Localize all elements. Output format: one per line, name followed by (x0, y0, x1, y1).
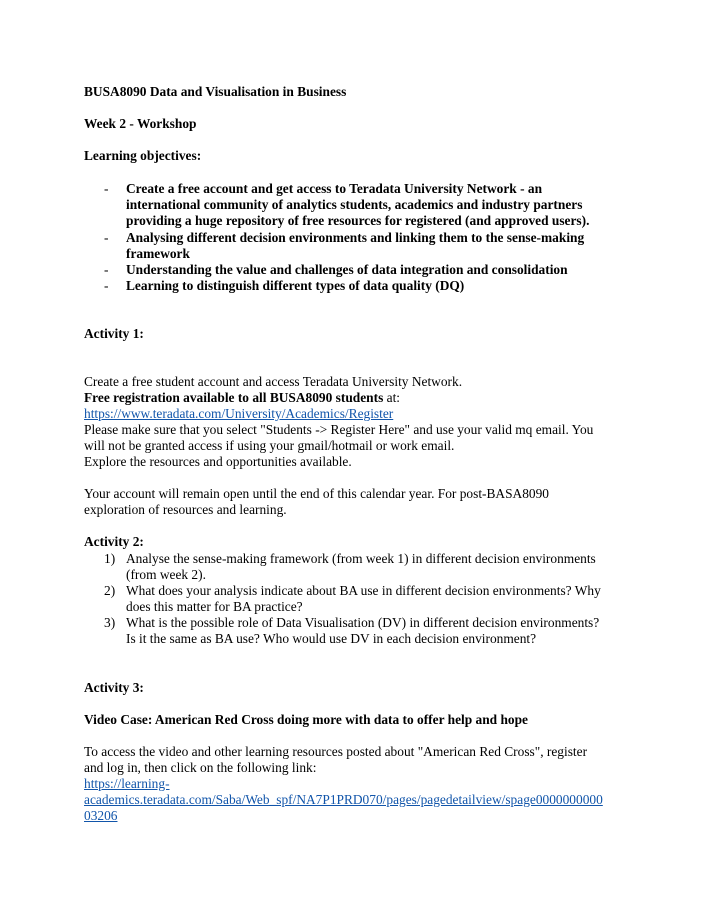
course-title: BUSA8090 Data and Visualisation in Business (84, 84, 347, 99)
activity2-line: does this matter for BA practice? (126, 599, 303, 614)
bullet-marker: - (104, 181, 109, 196)
objective-line: framework (126, 246, 190, 261)
activity1-explore: Explore the resources and opportunities available. (84, 454, 352, 469)
video-link-part[interactable]: https://learning- (84, 776, 170, 791)
video-link-line (84, 776, 170, 792)
objective-line: Understanding the value and challenges of data integration and consolidation (126, 262, 568, 277)
activity2-line: (from week 2). (126, 567, 206, 582)
activity1-instruction-line: Please make sure that you select "Students -> Register Here" and use your valid mq email. You (84, 422, 594, 437)
video-link-line (84, 808, 117, 824)
activity2-line: Is it the same as BA use? Who would use DV in each decision environment? (126, 631, 537, 646)
video-link-part[interactable]: academics.teradata.com/Saba/Web_spf/NA7P1PRD070/pages/pagedetailview/spage0000000000 (84, 792, 603, 807)
objective-line: providing a huge repository of free resources for registered (and approved users). (126, 213, 590, 228)
register-link[interactable]: https://www.teradata.com/University/Academics/Register (84, 406, 394, 421)
activity2-line: What is the possible role of Data Visualisation (DV) in different decision environments? (126, 615, 600, 630)
activity2-line: Analyse the sense-making framework (from week 1) in different decision environments (126, 551, 596, 566)
bullet-marker: - (104, 230, 109, 245)
activity1-intro: Create a free student account and access Teradata University Network. (84, 374, 463, 389)
activity2-heading: Activity 2: (84, 534, 144, 549)
activity2-line: What does your analysis indicate about BA use in different decision environments? Why (126, 583, 601, 598)
objective-line: international community of analytics students, academics and industry partners (126, 197, 583, 212)
activity1-account-line: exploration of resources and learning. (84, 502, 287, 517)
objective-line: Analysing different decision environments and linking them to the sense-making (126, 230, 585, 245)
free-registration-suffix: at: (383, 390, 401, 405)
free-registration-bold: Free registration available to all BUSA8090 students (84, 390, 384, 405)
register-link-line (84, 406, 393, 422)
bullet-marker: - (104, 262, 109, 277)
activity1-free-registration (84, 390, 400, 406)
activity3-access-line: and log in, then click on the following link: (84, 760, 317, 775)
video-link-part[interactable]: 03206 (84, 808, 118, 823)
week-title: Week 2 - Workshop (84, 116, 197, 131)
video-link-line (84, 792, 603, 808)
number-marker: 2) (104, 583, 116, 598)
activity3-access-line: To access the video and other learning resources posted about "American Red Cross", register (84, 744, 588, 759)
activity3-heading: Activity 3: (84, 680, 144, 695)
objective-line: Learning to distinguish different types of data quality (DQ) (126, 278, 465, 293)
video-case-title: Video Case: American Red Cross doing more with data to offer help and hope (84, 712, 528, 727)
objective-line: Create a free account and get access to Teradata University Network - an (126, 181, 543, 196)
objectives-heading: Learning objectives: (84, 148, 202, 163)
activity1-heading: Activity 1: (84, 326, 144, 341)
number-marker: 1) (104, 551, 116, 566)
number-marker: 3) (104, 615, 116, 630)
activity1-account-line: Your account will remain open until the end of this calendar year. For post-BASA8090 (84, 486, 549, 501)
activity1-instruction-line: will not be granted access if using your gmail/hotmail or work email. (84, 438, 455, 453)
bullet-marker: - (104, 278, 109, 293)
